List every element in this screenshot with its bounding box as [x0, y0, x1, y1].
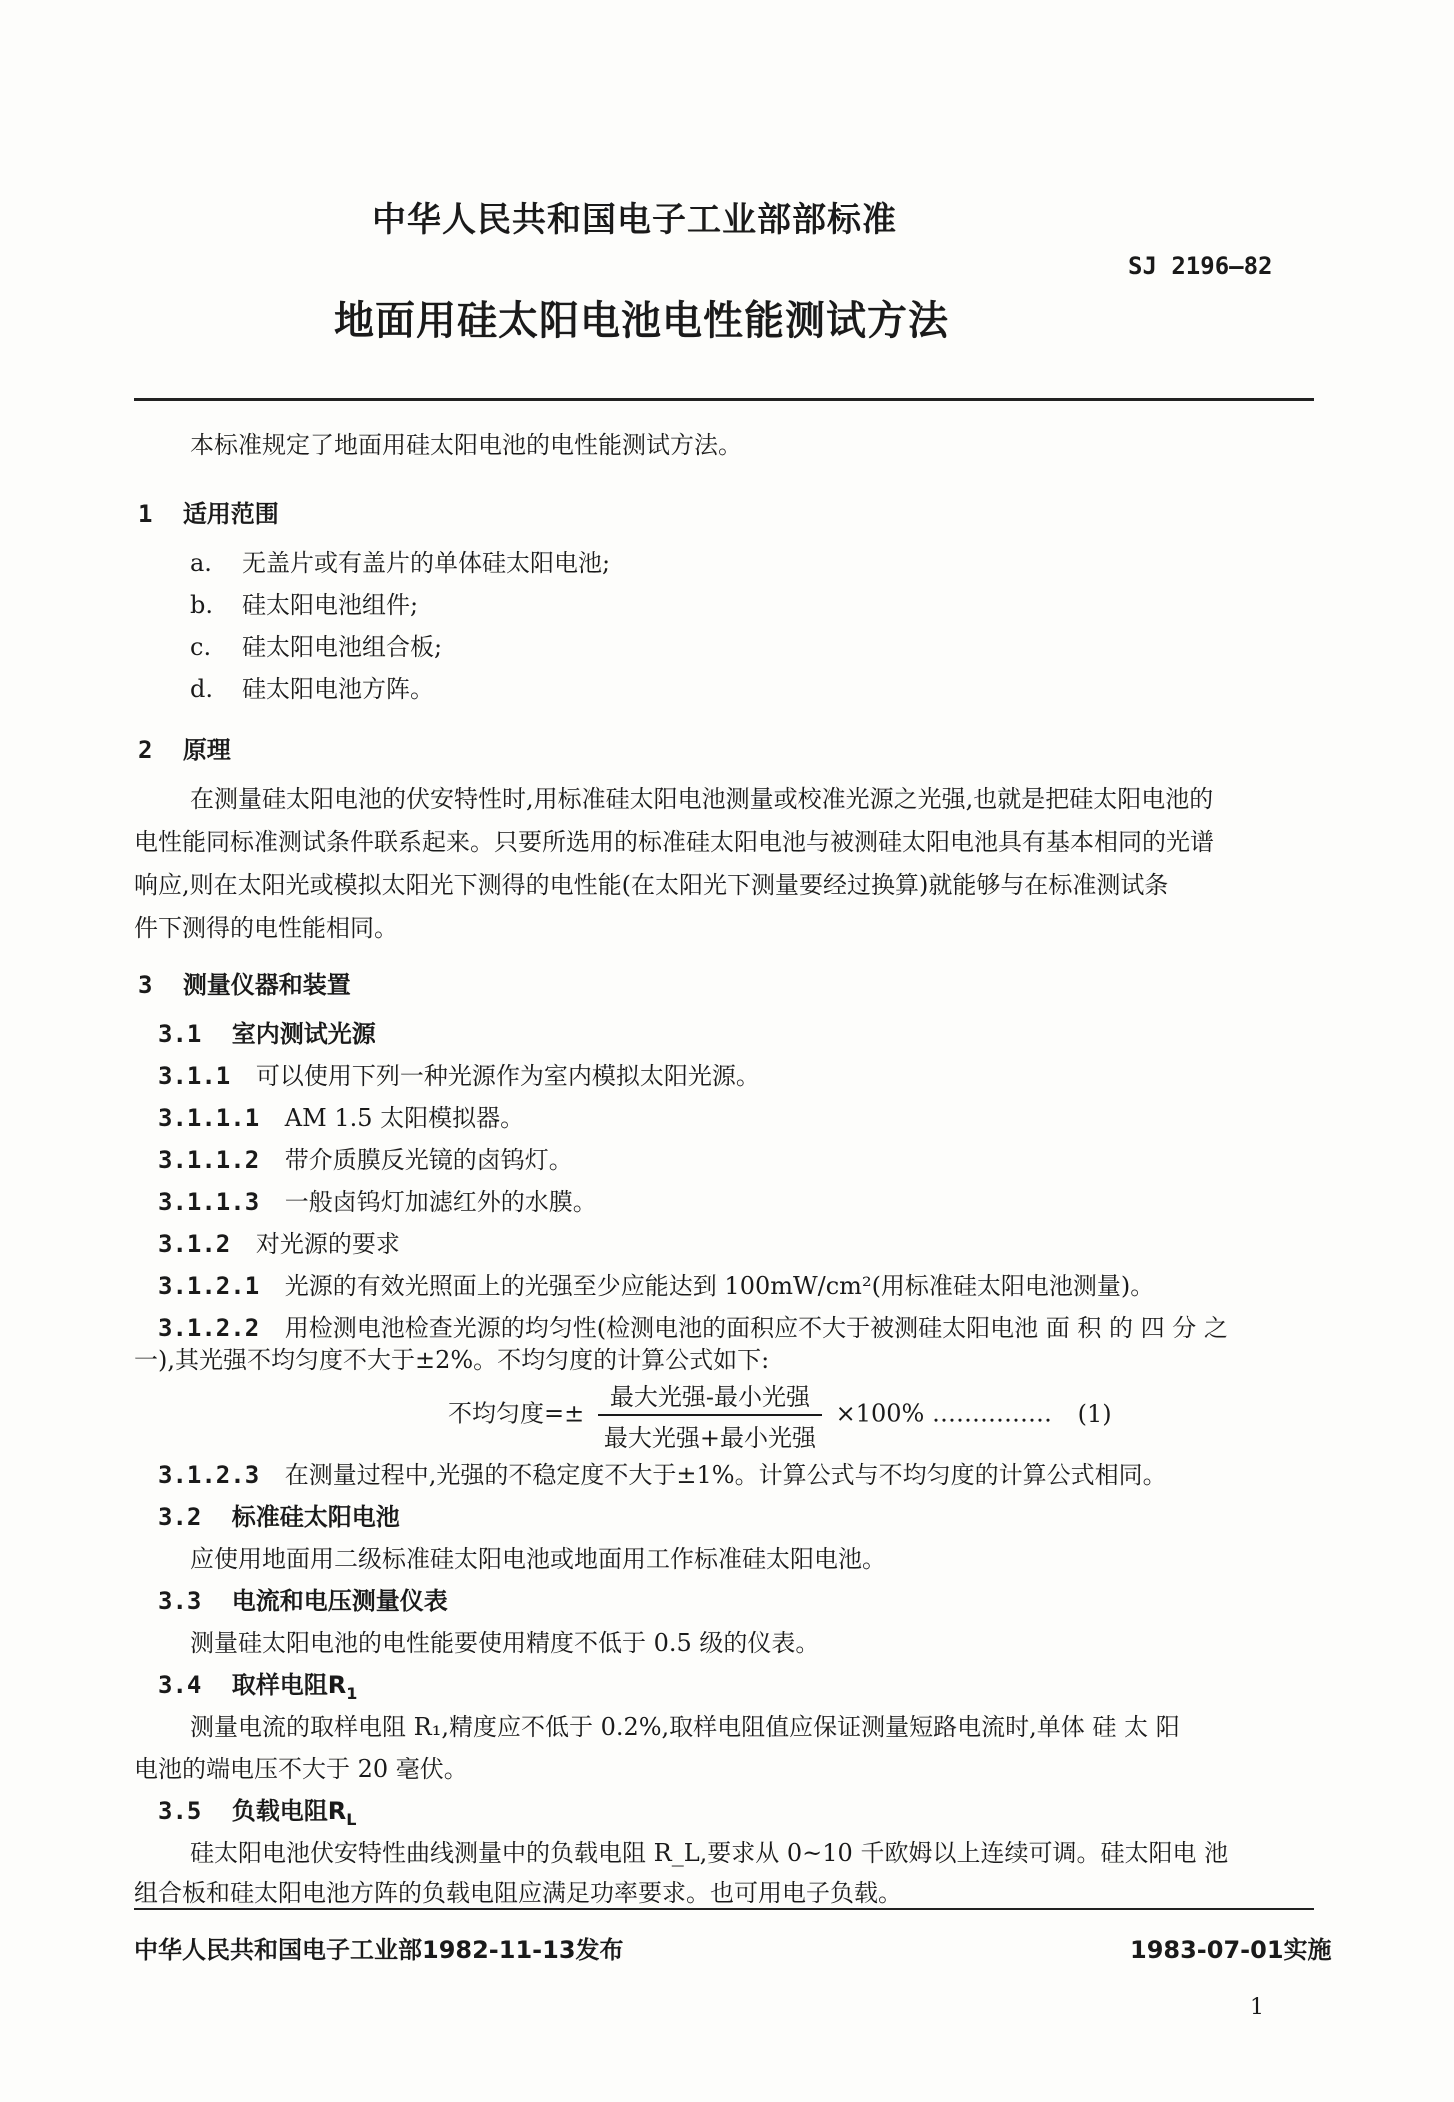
- formula-lhs: 不均匀度=±: [448, 1399, 585, 1428]
- clause-3-2: [158, 1497, 400, 1532]
- clause-number: 3.1.2.3: [158, 1461, 260, 1489]
- equation-number: (1): [1077, 1399, 1112, 1428]
- clause-body-line: 电池的端电压不大于 20 毫伏。: [134, 1755, 468, 1783]
- clause-title: 负载电阻R: [231, 1797, 347, 1825]
- standard-number: SJ 2196—82: [1128, 252, 1273, 280]
- issuing-organization: 中华人民共和国电子工业部部标准: [372, 200, 897, 240]
- publication-date: 中华人民共和国电子工业部1982-11-13发布: [134, 1936, 624, 1964]
- list-item: [190, 585, 418, 620]
- section-2-heading: [138, 730, 231, 765]
- list-text: 硅太阳电池组件;: [242, 591, 419, 619]
- header-rule: [134, 398, 1314, 401]
- formula-numerator: 最大光强-最小光强: [598, 1377, 822, 1416]
- clause-title-subscript: 1: [346, 1683, 358, 1703]
- section-number: 1: [138, 500, 153, 528]
- clause-number: 3.1.1: [158, 1062, 231, 1090]
- clause-number: 3.2: [158, 1503, 202, 1531]
- clause-number: 3.4: [158, 1671, 202, 1699]
- paragraph-line: 件下测得的电性能相同。: [134, 914, 398, 942]
- clause-title: 室内测试光源: [231, 1020, 376, 1048]
- list-marker: b.: [190, 591, 213, 619]
- clause-text: 在测量过程中,光强的不稳定度不大于±1%。计算公式与不均匀度的计算公式相同。: [284, 1461, 1167, 1489]
- list-item: [190, 669, 434, 704]
- clause-text: 一般卤钨灯加滤红外的水膜。: [284, 1188, 597, 1216]
- list-text: 无盖片或有盖片的单体硅太阳电池;: [242, 549, 611, 577]
- clause-3-1-2-3: [158, 1455, 1167, 1490]
- clause-number: 3.1.1.3: [158, 1188, 260, 1216]
- footer-rule: [134, 1908, 1314, 1910]
- clause-title: 标准硅太阳电池: [231, 1503, 400, 1531]
- clause-3-1-2: [158, 1224, 400, 1259]
- clause-number: 3.1.2: [158, 1230, 231, 1258]
- clause-number: 3.5: [158, 1797, 202, 1825]
- clause-number: 3.1.2.2: [158, 1314, 260, 1342]
- clause-text: 光源的有效光照面上的光强至少应能达到 100mW/cm²(用标准硅太阳电池测量)。: [284, 1272, 1155, 1300]
- section-number: 2: [138, 736, 153, 764]
- paragraph-line: 在测量硅太阳电池的伏安特性时,用标准硅太阳电池测量或校准光源之光强,也就是把硅太阳电池的: [190, 785, 1214, 813]
- clause-3-4: [158, 1665, 357, 1703]
- paragraph-line: 响应,则在太阳光或模拟太阳光下测得的电性能(在太阳光下测量要经过换算)就能够与在标准测试条: [134, 871, 1169, 899]
- formula-fraction: [598, 1377, 822, 1453]
- clause-3-1-1-2: [158, 1140, 573, 1175]
- list-marker: c.: [190, 633, 212, 661]
- clause-text: 用检测电池检查光源的均匀性(检测电池的面积应不大于被测硅太阳电池 面 积 的 四 分 之: [284, 1314, 1228, 1342]
- clause-text: 带介质膜反光镜的卤钨灯。: [284, 1146, 573, 1174]
- clause-title: 取样电阻R: [231, 1671, 347, 1699]
- list-item: [190, 543, 610, 578]
- clause-number: 3.3: [158, 1587, 202, 1615]
- list-text: 硅太阳电池组合板;: [242, 633, 443, 661]
- clause-text: 对光源的要求: [255, 1230, 400, 1258]
- section-title: 适用范围: [182, 500, 279, 528]
- document-title: 地面用硅太阳电池电性能测试方法: [334, 298, 949, 344]
- clause-text: 可以使用下列一种光源作为室内模拟太阳光源。: [255, 1062, 760, 1090]
- clause-body-line: 组合板和硅太阳电池方阵的负载电阻应满足功率要求。也可用电子负载。: [134, 1879, 902, 1907]
- clause-3-1-1-3: [158, 1182, 597, 1217]
- clause-number: 3.1.2.1: [158, 1272, 260, 1300]
- section-number: 3: [138, 971, 153, 999]
- non-uniformity-formula: [448, 1377, 1112, 1452]
- section-3-heading: [138, 965, 351, 1000]
- clause-body-line: 硅太阳电池伏安特性曲线测量中的负载电阻 R_L,要求从 0~10 千欧姆以上连续可调。硅太阳电 池: [190, 1839, 1229, 1867]
- clause-body: 应使用地面用二级标准硅太阳电池或地面用工作标准硅太阳电池。: [190, 1545, 886, 1573]
- formula-denominator: 最大光强+最小光强: [603, 1424, 816, 1452]
- clause-number: 3.1.1.1: [158, 1104, 260, 1132]
- page-number: 1: [1250, 1995, 1264, 2020]
- formula-tail: ×100% ……………: [835, 1399, 1052, 1428]
- section-1-heading: [138, 494, 279, 529]
- clause-number: 3.1.1.2: [158, 1146, 260, 1174]
- clause-3-5: [158, 1791, 356, 1829]
- clause-number: 3.1: [158, 1020, 202, 1048]
- principle-paragraph: [134, 778, 1314, 950]
- clause-3-1-1-1: [158, 1098, 524, 1133]
- clause-text: AM 1.5 太阳模拟器。: [284, 1104, 525, 1132]
- clause-3-1-1: [158, 1056, 760, 1091]
- clause-body-line: 测量电流的取样电阻 R₁,精度应不低于 0.2%,取样电阻值应保证测量短路电流时,单体 硅 太 阳: [190, 1713, 1180, 1741]
- effective-date: 1983-07-01实施: [1130, 1936, 1332, 1964]
- list-item: [190, 627, 442, 662]
- paragraph-line: 电性能同标准测试条件联系起来。只要所选用的标准硅太阳电池与被测硅太阳电池具有基本相同的光谱: [134, 828, 1214, 856]
- clause-title: 电流和电压测量仪表: [231, 1587, 448, 1615]
- clause-body: 测量硅太阳电池的电性能要使用精度不低于 0.5 级的仪表。: [190, 1629, 820, 1657]
- list-marker: d.: [190, 675, 213, 703]
- clause-3-3: [158, 1581, 448, 1616]
- list-marker: a.: [190, 549, 212, 577]
- clause-3-1: [158, 1014, 376, 1049]
- clause-continuation: 一),其光强不均匀度不大于±2%。不均匀度的计算公式如下:: [134, 1346, 770, 1374]
- clause-3-1-2-1: [158, 1266, 1154, 1301]
- section-title: 原理: [182, 736, 231, 764]
- list-text: 硅太阳电池方阵。: [242, 675, 434, 703]
- section-title: 测量仪器和装置: [182, 971, 351, 999]
- intro-paragraph: 本标准规定了地面用硅太阳电池的电性能测试方法。: [190, 431, 742, 459]
- clause-title-subscript: L: [346, 1809, 357, 1829]
- clause-3-1-2-2: [158, 1308, 1228, 1343]
